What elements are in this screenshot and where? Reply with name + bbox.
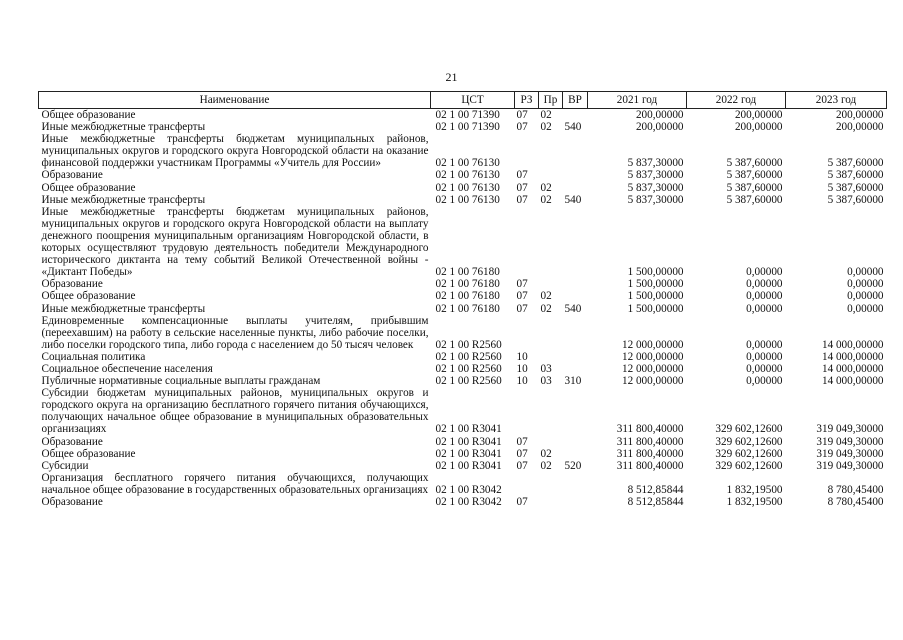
cell-2022: 200,00000 bbox=[734, 109, 783, 121]
table-row bbox=[39, 109, 887, 122]
row-name-text: Субсидии bbox=[41, 459, 89, 472]
cell-name bbox=[39, 121, 431, 133]
cell-2023: 14 000,00000 bbox=[821, 375, 884, 388]
row-name-text: Публичные нормативные социальные выплаты гражданам bbox=[41, 375, 321, 388]
table-row bbox=[39, 448, 887, 460]
table-row bbox=[39, 472, 887, 496]
header-name: Наименование bbox=[39, 92, 431, 109]
cell-2023: 5 387,60000 bbox=[827, 169, 884, 182]
cell-name bbox=[39, 290, 431, 302]
cell-2021: 311 800,40000 bbox=[616, 447, 684, 460]
cell-pr: 02 bbox=[540, 459, 552, 472]
cell-2021: 311 800,40000 bbox=[616, 423, 684, 436]
cell-2023: 14 000,00000 bbox=[821, 362, 884, 375]
table-row bbox=[39, 182, 887, 194]
cell-name bbox=[39, 206, 431, 279]
cell-2021: 8 512,85844 bbox=[627, 496, 684, 508]
cell-vr bbox=[563, 363, 588, 375]
cell-2023: 0,00000 bbox=[847, 290, 884, 303]
cell-2021: 200,00000 bbox=[635, 121, 684, 134]
header-2022: 2022 год bbox=[687, 92, 786, 109]
cell-pr bbox=[539, 351, 563, 363]
cell-2021: 12 000,00000 bbox=[621, 338, 684, 351]
cell-name bbox=[39, 182, 431, 194]
cell-rz bbox=[515, 206, 539, 279]
cell-vr bbox=[563, 315, 588, 351]
cell-cst: 02 1 00 R3041 bbox=[435, 459, 502, 472]
cell-name bbox=[39, 472, 431, 496]
cell-2021: 12 000,00000 bbox=[621, 350, 684, 363]
header-2023: 2023 год bbox=[786, 92, 887, 109]
cell-2023: 200,00000 bbox=[835, 121, 884, 134]
table-row bbox=[39, 315, 887, 351]
cell-vr bbox=[563, 496, 588, 508]
cell-rz: 07 bbox=[516, 290, 528, 303]
cell-2022: 0,00000 bbox=[746, 350, 783, 363]
table-row bbox=[39, 460, 887, 472]
cell-rz: 07 bbox=[516, 109, 528, 121]
cell-cst: 02 1 00 R3041 bbox=[435, 435, 502, 448]
cell-vr: 540 bbox=[564, 193, 582, 206]
cell-name bbox=[39, 315, 431, 351]
row-name-text: Организация бесплатного горячего питания обучающихся, получающих начальное общее образование в государственных образовательных организациях bbox=[41, 471, 429, 496]
cell-2021: 5 837,30000 bbox=[627, 193, 684, 206]
table-row bbox=[39, 387, 887, 435]
header-vr: ВР bbox=[563, 92, 588, 109]
cell-name bbox=[39, 303, 431, 315]
table-row bbox=[39, 436, 887, 448]
table-row bbox=[39, 363, 887, 375]
row-name-text: Иные межбюджетные трансферты бюджетам муниципальных районов, муниципальных округов и городского округа Новгородской области на выплату денежного поощрения муниципальным организациям Новгородской области, в которых осуществляют трудовую деятельность победители Международного исторического диктанта на тему событий Великой Отечественной войны - «Диктант Победы» bbox=[41, 205, 429, 279]
cell-name bbox=[39, 278, 431, 290]
table-header-row bbox=[39, 92, 887, 109]
table-row bbox=[39, 290, 887, 302]
cell-rz: 07 bbox=[516, 435, 528, 448]
cell-2022: 1 832,19500 bbox=[726, 483, 783, 496]
cell-2022: 0,00000 bbox=[746, 290, 783, 303]
cell-2023: 0,00000 bbox=[847, 302, 884, 315]
cell-2022: 5 387,60000 bbox=[726, 157, 783, 170]
cell-rz: 07 bbox=[516, 496, 528, 508]
cell-2021: 1 500,00000 bbox=[627, 278, 684, 291]
cell-cst: 02 1 00 R3042 bbox=[435, 496, 502, 508]
cell-2022: 0,00000 bbox=[746, 338, 783, 351]
header-pr: Пр bbox=[539, 92, 563, 109]
cell-rz: 10 bbox=[516, 350, 528, 363]
header-2021: 2021 год bbox=[588, 92, 687, 109]
cell-cst: 02 1 00 R2560 bbox=[435, 362, 502, 375]
cell-pr: 02 bbox=[540, 193, 552, 206]
row-name-text: Социальная политика bbox=[41, 350, 146, 363]
cell-rz: 07 bbox=[516, 169, 528, 182]
cell-rz: 07 bbox=[516, 459, 528, 472]
table-body bbox=[39, 109, 887, 509]
cell-name bbox=[39, 133, 431, 169]
cell-cst: 02 1 00 71390 bbox=[435, 109, 500, 121]
table-row bbox=[39, 278, 887, 290]
cell-rz bbox=[515, 133, 539, 169]
cell-vr bbox=[563, 169, 588, 181]
cell-cst: 02 1 00 76180 bbox=[435, 290, 500, 303]
cell-pr bbox=[539, 315, 563, 351]
cell-rz: 07 bbox=[516, 302, 528, 315]
cell-cst: 02 1 00 R2560 bbox=[435, 338, 502, 351]
cell-vr bbox=[563, 133, 588, 169]
cell-2021: 311 800,40000 bbox=[616, 459, 684, 472]
row-name-text: Общее образование bbox=[41, 447, 136, 460]
cell-2022: 329 602,12600 bbox=[715, 447, 783, 460]
cell-2022: 0,00000 bbox=[746, 302, 783, 315]
cell-rz: 07 bbox=[516, 181, 528, 194]
cell-name bbox=[39, 460, 431, 472]
cell-2021: 12 000,00000 bbox=[621, 362, 684, 375]
cell-2021: 1 500,00000 bbox=[627, 302, 684, 315]
cell-2022: 5 387,60000 bbox=[726, 193, 783, 206]
cell-2021: 200,00000 bbox=[635, 109, 684, 121]
cell-vr bbox=[563, 448, 588, 460]
cell-rz: 07 bbox=[516, 193, 528, 206]
cell-name bbox=[39, 194, 431, 206]
cell-cst: 02 1 00 76130 bbox=[435, 169, 500, 182]
cell-pr bbox=[539, 169, 563, 181]
cell-2022: 5 387,60000 bbox=[726, 169, 783, 182]
cell-name bbox=[39, 448, 431, 460]
row-name-text: Образование bbox=[41, 278, 103, 291]
cell-2021: 1 500,00000 bbox=[627, 266, 684, 279]
cell-vr bbox=[563, 351, 588, 363]
cell-vr bbox=[563, 290, 588, 302]
budget-table bbox=[38, 91, 887, 508]
cell-2022: 329 602,12600 bbox=[715, 435, 783, 448]
cell-cst: 02 1 00 76180 bbox=[435, 266, 500, 279]
cell-2021: 12 000,00000 bbox=[621, 375, 684, 388]
cell-name bbox=[39, 496, 431, 508]
table-row bbox=[39, 496, 887, 508]
table-row bbox=[39, 351, 887, 363]
row-name-text: Общее образование bbox=[41, 109, 136, 121]
row-name-text: Иные межбюджетные трансферты bbox=[41, 302, 206, 315]
table-row bbox=[39, 169, 887, 181]
cell-2021: 1 500,00000 bbox=[627, 290, 684, 303]
cell-pr bbox=[539, 387, 563, 435]
cell-2023: 8 780,45400 bbox=[827, 483, 884, 496]
cell-cst: 02 1 00 R2560 bbox=[435, 350, 502, 363]
cell-rz: 10 bbox=[516, 375, 528, 388]
cell-vr bbox=[563, 278, 588, 290]
table-row bbox=[39, 121, 887, 133]
row-name-text: Социальное обеспечение населения bbox=[41, 362, 213, 375]
cell-pr: 02 bbox=[540, 302, 552, 315]
cell-pr: 02 bbox=[540, 181, 552, 194]
cell-rz: 07 bbox=[516, 447, 528, 460]
cell-pr bbox=[539, 133, 563, 169]
cell-2023: 5 387,60000 bbox=[827, 181, 884, 194]
table-row bbox=[39, 303, 887, 315]
row-name-text: Общее образование bbox=[41, 290, 136, 303]
cell-name bbox=[39, 387, 431, 435]
cell-2021: 8 512,85844 bbox=[627, 483, 684, 496]
cell-2021: 5 837,30000 bbox=[627, 181, 684, 194]
cell-name bbox=[39, 375, 431, 387]
table-row bbox=[39, 194, 887, 206]
cell-2023: 8 780,45400 bbox=[827, 496, 884, 508]
cell-cst: 02 1 00 R3042 bbox=[435, 483, 502, 496]
cell-2022: 329 602,12600 bbox=[715, 423, 783, 436]
cell-pr bbox=[539, 496, 563, 508]
cell-2022: 329 602,12600 bbox=[715, 459, 783, 472]
cell-vr bbox=[563, 182, 588, 194]
cell-2023: 14 000,00000 bbox=[821, 350, 884, 363]
cell-2023: 0,00000 bbox=[847, 278, 884, 291]
cell-2023: 14 000,00000 bbox=[821, 338, 884, 351]
table-row bbox=[39, 206, 887, 279]
cell-2022: 0,00000 bbox=[746, 278, 783, 291]
table-row bbox=[39, 375, 887, 387]
cell-2023: 319 049,30000 bbox=[816, 435, 884, 448]
cell-2023: 0,00000 bbox=[847, 266, 884, 279]
cell-2023: 319 049,30000 bbox=[816, 447, 884, 460]
cell-2023: 5 387,60000 bbox=[827, 193, 884, 206]
cell-vr bbox=[563, 387, 588, 435]
cell-rz: 10 bbox=[516, 362, 528, 375]
cell-rz bbox=[515, 387, 539, 435]
cell-cst: 02 1 00 R3041 bbox=[435, 423, 502, 436]
cell-name bbox=[39, 436, 431, 448]
cell-vr bbox=[563, 206, 588, 279]
cell-rz: 07 bbox=[516, 121, 528, 134]
row-name-text: Образование bbox=[41, 435, 103, 448]
cell-cst: 02 1 00 71390 bbox=[435, 121, 500, 134]
row-name-text: Единовременные компенсационные выплаты учителям, прибывшим (переехавшим) на работу в сельские населенные пункты, либо рабочие поселки, либо поселки городского типа, либо города с населением до 50 тысяч человек bbox=[41, 314, 429, 351]
cell-2022: 5 387,60000 bbox=[726, 181, 783, 194]
cell-2023: 5 387,60000 bbox=[827, 157, 884, 170]
cell-name bbox=[39, 109, 431, 122]
cell-vr bbox=[563, 472, 588, 496]
header-cst: ЦСТ bbox=[431, 92, 515, 109]
cell-rz bbox=[515, 472, 539, 496]
row-name-text: Общее образование bbox=[41, 181, 136, 194]
cell-cst: 02 1 00 76180 bbox=[435, 278, 500, 291]
cell-cst: 02 1 00 R3041 bbox=[435, 447, 502, 460]
cell-2022: 200,00000 bbox=[734, 121, 783, 134]
cell-vr: 540 bbox=[564, 121, 582, 134]
row-name-text: Образование bbox=[41, 169, 103, 182]
cell-cst: 02 1 00 R2560 bbox=[435, 375, 502, 388]
row-name-text: Субсидии бюджетам муниципальных районов, муниципальных округов и городского округа на организацию бесплатного горячего питания обучающихся, получающих начальное общее образование в муниципальных образовательных организациях bbox=[41, 387, 429, 436]
cell-pr: 03 bbox=[540, 375, 552, 388]
cell-cst: 02 1 00 76130 bbox=[435, 181, 500, 194]
cell-cst: 02 1 00 76180 bbox=[435, 302, 500, 315]
cell-2022: 1 832,19500 bbox=[726, 496, 783, 508]
cell-pr: 02 bbox=[540, 447, 552, 460]
cell-cst: 02 1 00 76130 bbox=[435, 157, 500, 170]
cell-pr: 02 bbox=[540, 109, 552, 121]
cell-rz bbox=[515, 315, 539, 351]
cell-2023: 319 049,30000 bbox=[816, 423, 884, 436]
cell-2022: 0,00000 bbox=[746, 266, 783, 279]
cell-pr bbox=[539, 206, 563, 279]
header-rz: РЗ bbox=[515, 92, 539, 109]
cell-pr bbox=[539, 436, 563, 448]
cell-pr bbox=[539, 278, 563, 290]
cell-2021: 5 837,30000 bbox=[627, 169, 684, 182]
table-row bbox=[39, 133, 887, 169]
cell-pr: 03 bbox=[540, 362, 552, 375]
cell-2022: 0,00000 bbox=[746, 362, 783, 375]
cell-2021: 5 837,30000 bbox=[627, 157, 684, 170]
cell-pr bbox=[539, 472, 563, 496]
cell-vr: 310 bbox=[564, 375, 582, 388]
cell-vr bbox=[563, 436, 588, 448]
row-name-text: Иные межбюджетные трансферты bbox=[41, 121, 206, 134]
cell-2022: 0,00000 bbox=[746, 375, 783, 388]
page-number: 21 bbox=[445, 70, 458, 84]
cell-rz: 07 bbox=[516, 278, 528, 291]
cell-vr bbox=[563, 109, 588, 122]
cell-pr: 02 bbox=[540, 121, 552, 134]
cell-2023: 319 049,30000 bbox=[816, 459, 884, 472]
cell-name bbox=[39, 351, 431, 363]
cell-2023: 200,00000 bbox=[835, 109, 884, 121]
cell-pr: 02 bbox=[540, 290, 552, 303]
cell-cst: 02 1 00 76130 bbox=[435, 193, 500, 206]
row-name-text: Образование bbox=[41, 496, 103, 508]
cell-vr: 540 bbox=[564, 302, 582, 315]
cell-2021: 311 800,40000 bbox=[616, 435, 684, 448]
row-name-text: Иные межбюджетные трансферты бюджетам муниципальных районов, муниципальных округов и городского округа Новгородской области на оказание финансовой поддержки участникам Программы «Учитель для России» bbox=[41, 133, 429, 170]
cell-name bbox=[39, 169, 431, 181]
cell-name bbox=[39, 363, 431, 375]
cell-vr: 520 bbox=[564, 459, 582, 472]
row-name-text: Иные межбюджетные трансферты bbox=[41, 193, 206, 206]
